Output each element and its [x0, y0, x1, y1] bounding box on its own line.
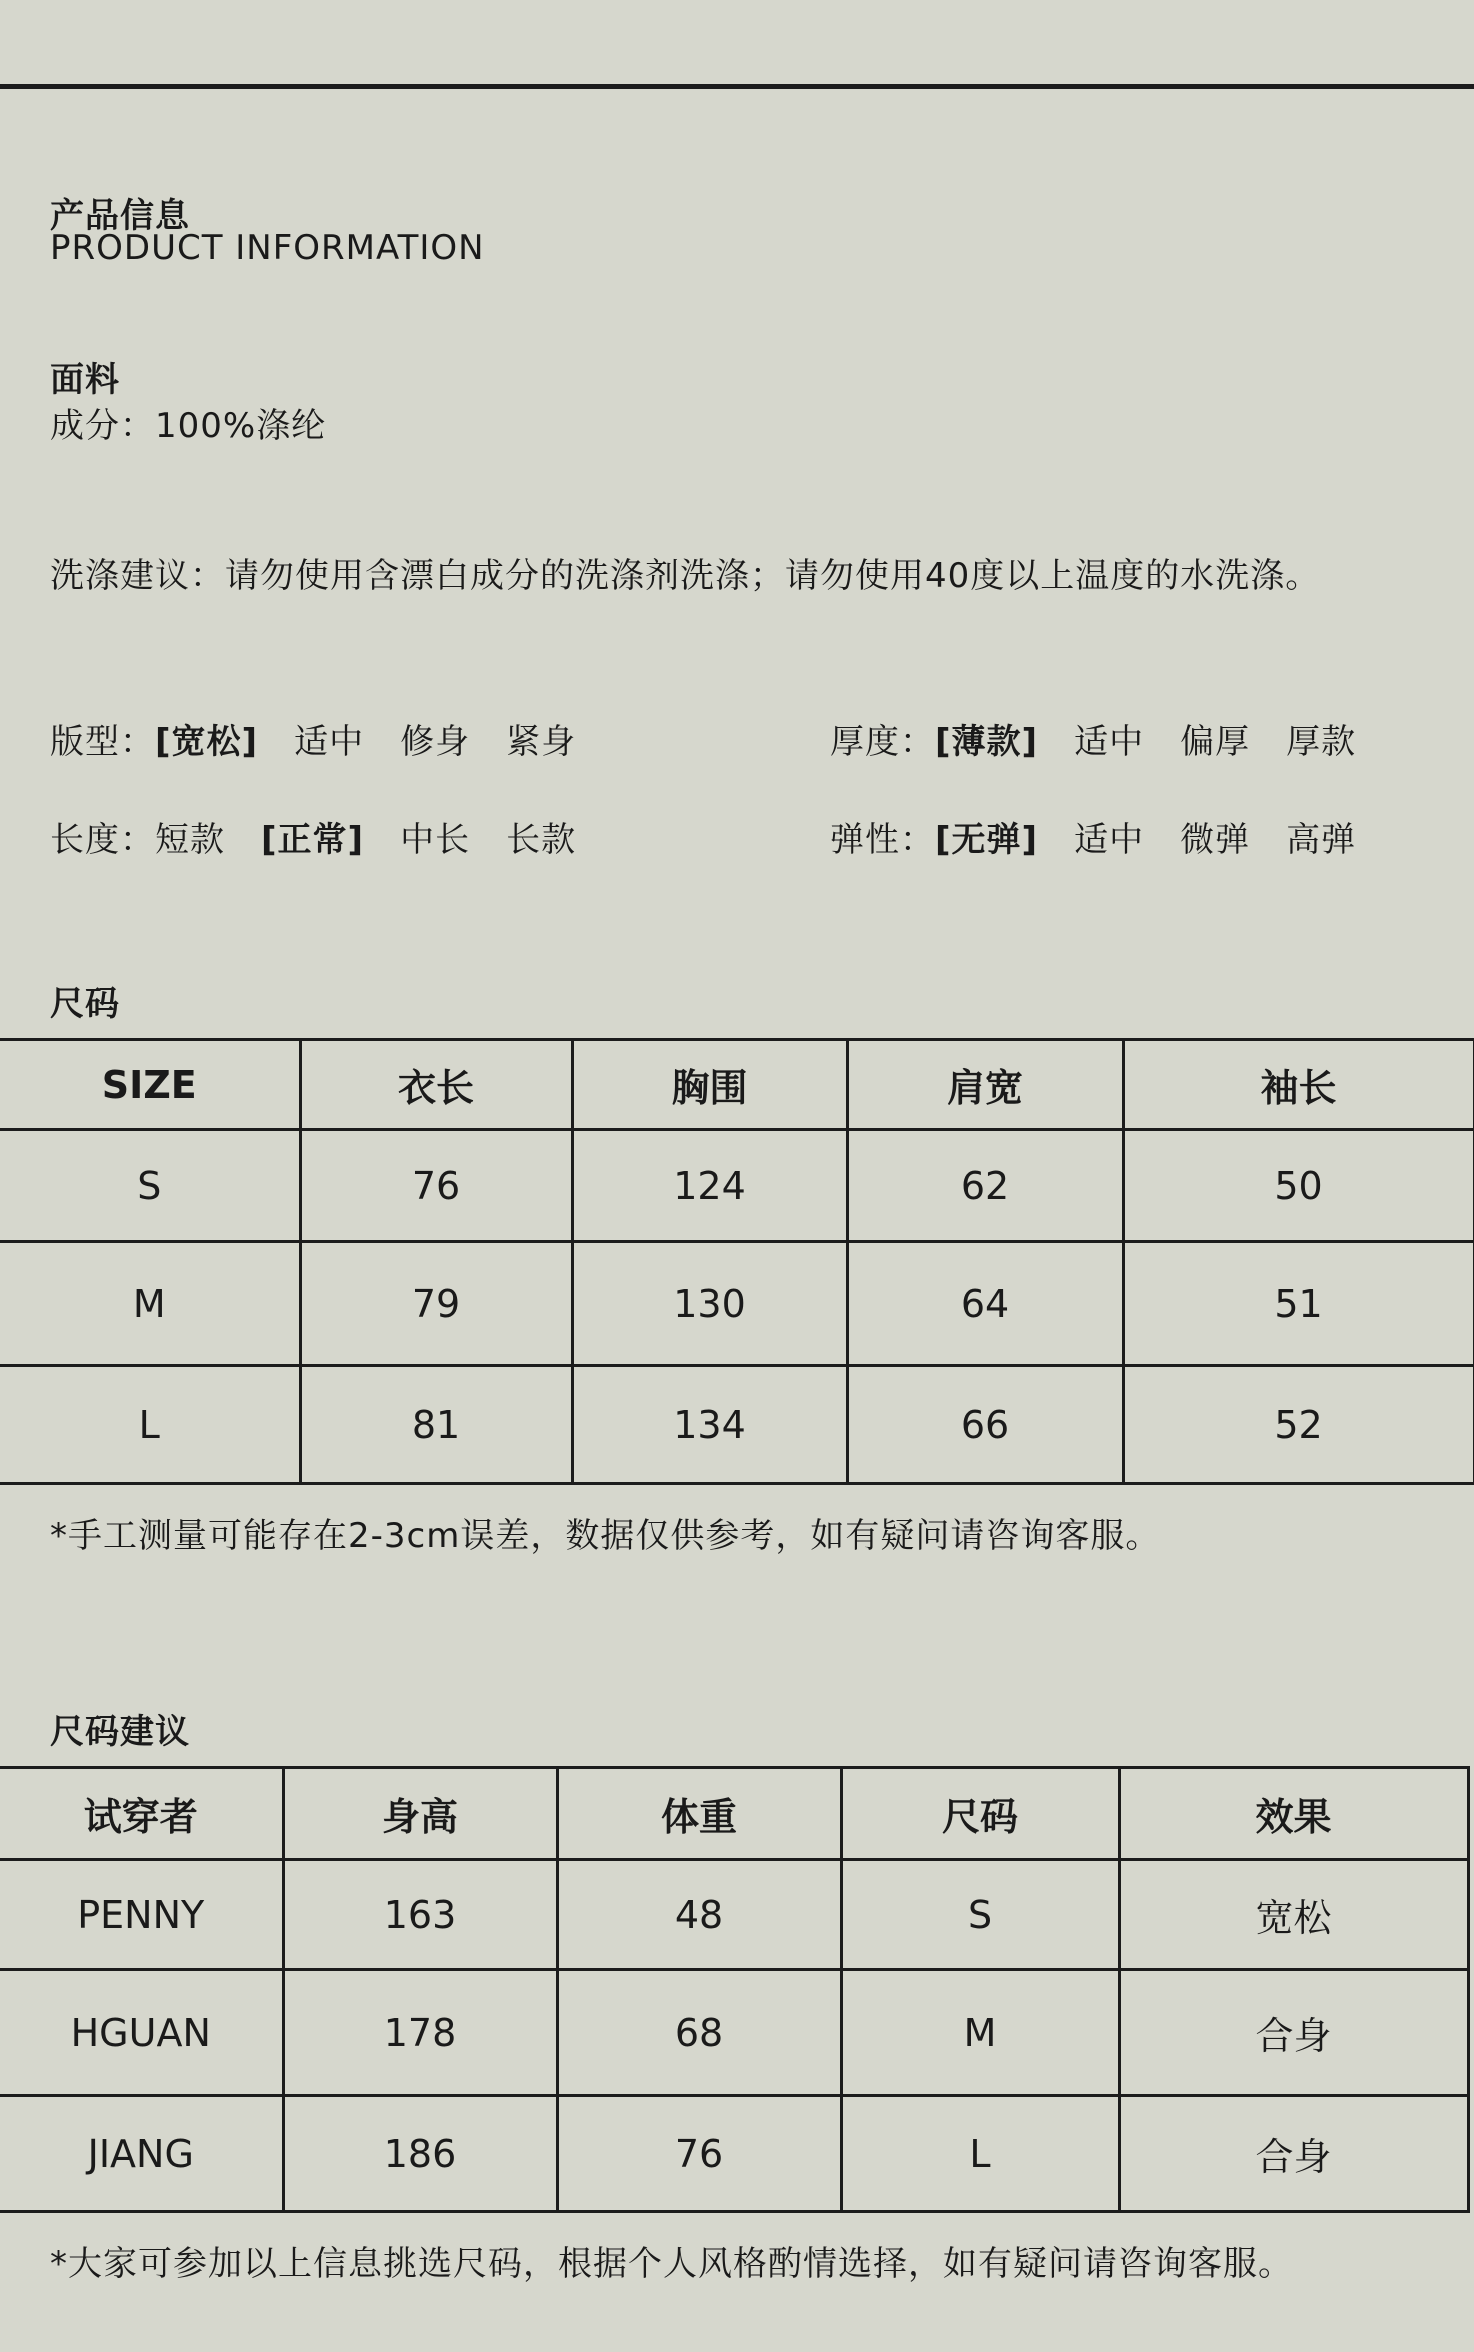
size-table-title: 尺码 [50, 984, 120, 1024]
table-cell: S [0, 1130, 300, 1242]
attr-length-option: [正常] [261, 820, 365, 860]
header-cell: 袖长 [1123, 1040, 1474, 1130]
top-divider [0, 84, 1474, 89]
table-cell: JIANG [0, 2096, 283, 2212]
attr-elasticity-option: 高弹 [1286, 820, 1357, 860]
size-table [0, 1038, 1474, 1485]
table-row [0, 1860, 1468, 1970]
table-cell: 宽松 [1119, 1860, 1468, 1970]
table-cell: HGUAN [0, 1970, 283, 2096]
table-row [0, 1242, 1474, 1366]
attr-length [50, 812, 576, 861]
table-header-row [0, 1768, 1468, 1860]
attr-fit-option: [宽松] [155, 722, 259, 762]
table-cell: 52 [1123, 1366, 1474, 1484]
attr-elasticity-option: 适中 [1074, 820, 1145, 860]
attr-length-option: 长款 [506, 820, 577, 860]
attr-thickness [830, 714, 1356, 763]
table-cell: L [841, 2096, 1119, 2212]
table-cell: 合身 [1119, 1970, 1468, 2096]
table-cell: 68 [557, 1970, 841, 2096]
table-cell: 合身 [1119, 2096, 1468, 2212]
table-cell: 178 [283, 1970, 557, 2096]
table-cell: L [0, 1366, 300, 1484]
attr-thickness-option: 厚款 [1286, 722, 1357, 762]
table-cell: 64 [847, 1242, 1123, 1366]
attr-elasticity [830, 812, 1356, 861]
attr-elasticity-label: 弹性： [830, 820, 935, 860]
product-info-subtitle: PRODUCT INFORMATION [50, 228, 485, 268]
table-cell: 81 [300, 1366, 572, 1484]
table-cell: 134 [572, 1366, 847, 1484]
product-info-title: 产品信息 [50, 196, 190, 236]
header-cell: SIZE [0, 1040, 300, 1130]
care-instructions: 洗涤建议：请勿使用含漂白成分的洗涤剂洗涤；请勿使用40度以上温度的水洗涤。 [50, 556, 1321, 596]
header-cell: 尺码 [841, 1768, 1119, 1860]
table-cell: 66 [847, 1366, 1123, 1484]
size-table-note: *手工测量可能存在2-3cm误差，数据仅供参考，如有疑问请咨询客服。 [50, 1516, 1161, 1556]
attr-fit [50, 714, 576, 763]
attr-thickness-option: [薄款] [935, 722, 1039, 762]
table-cell: 186 [283, 2096, 557, 2212]
table-row [0, 1366, 1474, 1484]
table-cell: 51 [1123, 1242, 1474, 1366]
table-cell: 124 [572, 1130, 847, 1242]
table-cell: M [841, 1970, 1119, 2096]
table-row [0, 2096, 1468, 2212]
table-cell: S [841, 1860, 1119, 1970]
fit-table [0, 1766, 1470, 2213]
header-cell: 胸围 [572, 1040, 847, 1130]
attr-length-label: 长度： [50, 820, 155, 860]
attr-fit-option: 修身 [400, 722, 471, 762]
attr-thickness-label: 厚度： [830, 722, 935, 762]
header-cell: 肩宽 [847, 1040, 1123, 1130]
header-cell: 衣长 [300, 1040, 572, 1130]
table-cell: 62 [847, 1130, 1123, 1242]
table-cell: M [0, 1242, 300, 1366]
header-cell: 身高 [283, 1768, 557, 1860]
table-cell: PENNY [0, 1860, 283, 1970]
table-header-row [0, 1040, 1474, 1130]
attr-fit-option: 适中 [294, 722, 365, 762]
fit-table-note: *大家可参加以上信息挑选尺码，根据个人风格酌情选择，如有疑问请咨询客服。 [50, 2244, 1293, 2284]
attr-thickness-option: 偏厚 [1180, 722, 1251, 762]
attr-elasticity-option: 微弹 [1180, 820, 1251, 860]
attr-fit-option: 紧身 [506, 722, 577, 762]
fabric-title: 面料 [50, 360, 120, 400]
table-cell: 76 [557, 2096, 841, 2212]
table-cell: 76 [300, 1130, 572, 1242]
header-cell: 效果 [1119, 1768, 1468, 1860]
table-cell: 130 [572, 1242, 847, 1366]
table-cell: 163 [283, 1860, 557, 1970]
attr-elasticity-option: [无弹] [935, 820, 1039, 860]
attr-thickness-option: 适中 [1074, 722, 1145, 762]
attr-length-option: 短款 [155, 820, 225, 860]
table-row [0, 1130, 1474, 1242]
header-cell: 体重 [557, 1768, 841, 1860]
fit-table-title: 尺码建议 [50, 1712, 190, 1752]
table-cell: 48 [557, 1860, 841, 1970]
header-cell: 试穿者 [0, 1768, 283, 1860]
table-cell: 50 [1123, 1130, 1474, 1242]
table-cell: 79 [300, 1242, 572, 1366]
attr-fit-label: 版型： [50, 722, 155, 762]
attr-length-option: 中长 [400, 820, 471, 860]
table-row [0, 1970, 1468, 2096]
fabric-composition: 成分：100%涤纶 [50, 406, 327, 446]
